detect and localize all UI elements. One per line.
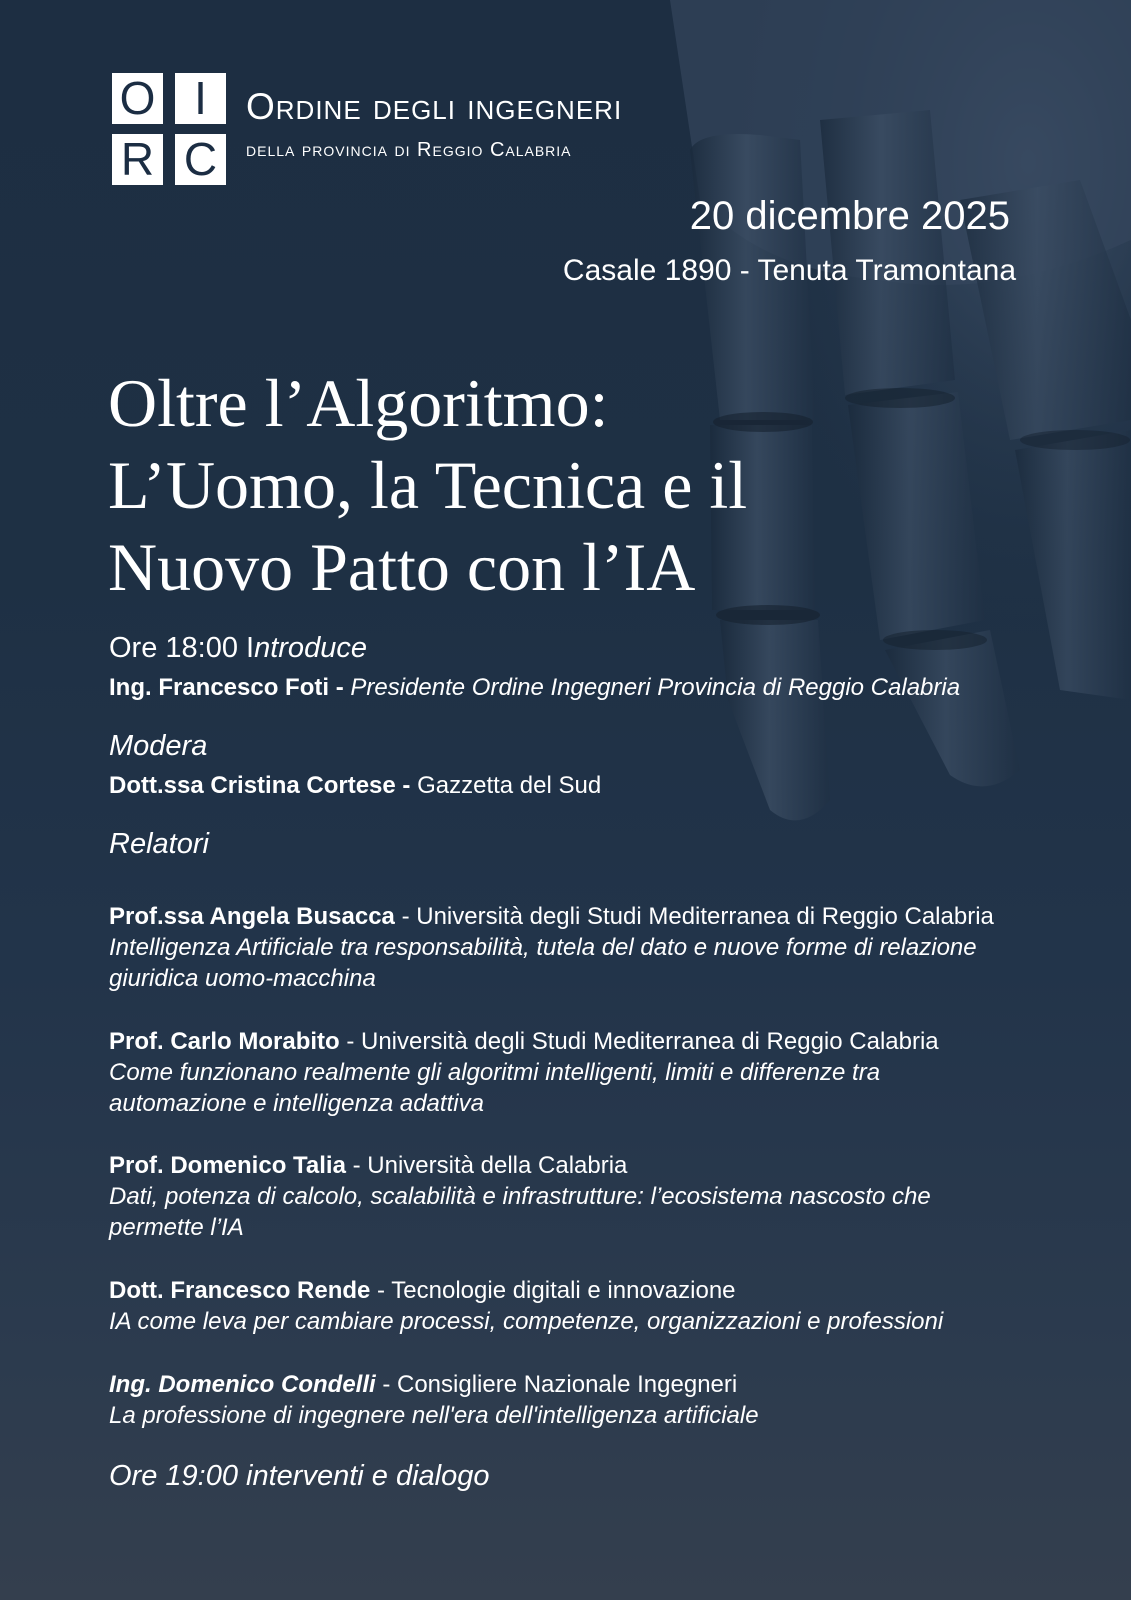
speaker-name: Prof. Carlo Morabito xyxy=(109,1028,340,1055)
moderator-line xyxy=(109,770,601,801)
talk-title: Come funzionano realmente gli algoritmi intelligenti, limiti e differenze tra xyxy=(109,1059,881,1086)
title-line: Nuovo Patto con l’IA xyxy=(108,529,696,605)
logo-letter-c: C xyxy=(175,134,226,185)
organization-subtitle: della provincia di Reggio Calabria xyxy=(246,139,572,161)
organization-name: Ordine degli ingegneri xyxy=(246,86,623,127)
speaker-name: Prof.ssa Angela Busacca xyxy=(109,903,395,930)
speakers-label: Relatori xyxy=(109,828,209,860)
logo-letter-i: I xyxy=(175,73,226,124)
speaker-affiliation: - Università della Calabria xyxy=(345,1152,628,1179)
intro-heading xyxy=(109,633,367,664)
intro-speaker: Ing. Francesco Foti - xyxy=(109,674,344,701)
logo-letter-r: R xyxy=(112,134,163,185)
talk-title: La professione di ingegnere nell'era dell'intelligenza artificiale xyxy=(109,1402,759,1429)
speaker-name: Prof. Domenico Talia xyxy=(109,1152,346,1179)
talk-title: automazione e intelligenza adattiva xyxy=(109,1090,484,1117)
speaker-line xyxy=(109,1026,939,1057)
speaker-line xyxy=(109,1150,627,1181)
intro-time: Ore 18:00 I xyxy=(109,632,255,664)
moderator-affiliation: Gazzetta del Sud xyxy=(417,772,602,799)
speaker-line xyxy=(109,1369,737,1400)
speaker-line xyxy=(109,901,994,932)
speaker-name: Dott. Francesco Rende xyxy=(109,1277,371,1304)
logo-letter-o: O xyxy=(112,73,163,124)
title-line: Oltre l’Algoritmo: xyxy=(108,365,609,441)
title-line: L’Uomo, la Tecnica e il xyxy=(108,447,748,523)
event-date: 20 dicembre 2025 xyxy=(689,194,1010,238)
talk-title: IA come leva per cambiare processi, competenze, organizzazioni e professioni xyxy=(109,1308,944,1335)
closing-line: Ore 19:00 interventi e dialogo xyxy=(109,1460,490,1492)
speaker-name: Ing. Domenico Condelli xyxy=(109,1371,376,1398)
speaker-affiliation: - Tecnologie digitali e innovazione xyxy=(370,1277,736,1304)
logo-grid xyxy=(112,73,232,185)
intro-speaker-line xyxy=(109,672,960,703)
talk-title: giuridica uomo-macchina xyxy=(109,965,376,992)
event-venue: Casale 1890 - Tenuta Tramontana xyxy=(562,254,1016,287)
speaker-affiliation: - Università degli Studi Mediterranea di Reggio Calabria xyxy=(339,1028,939,1055)
speaker-affiliation: - Consigliere Nazionale Ingegneri xyxy=(375,1371,738,1398)
speaker-affiliation: - Università degli Studi Mediterranea di Reggio Calabria xyxy=(394,903,994,930)
speaker-line xyxy=(109,1275,736,1306)
talk-title: Intelligenza Artificiale tra responsabilità, tutela del dato e nuove forme di relazione xyxy=(109,934,977,961)
talk-title: permette l’IA xyxy=(109,1214,244,1241)
talk-title: Dati, potenza di calcolo, scalabilità e infrastrutture: l’ecosistema nascosto che xyxy=(109,1183,931,1210)
intro-role: Presidente Ordine Ingegneri Provincia di Reggio Calabria xyxy=(350,674,961,701)
moderator-label: Modera xyxy=(109,730,208,762)
event-title xyxy=(108,362,747,608)
intro-label: ntroduce xyxy=(254,632,367,664)
moderator-name: Dott.ssa Cristina Cortese - xyxy=(109,772,411,799)
